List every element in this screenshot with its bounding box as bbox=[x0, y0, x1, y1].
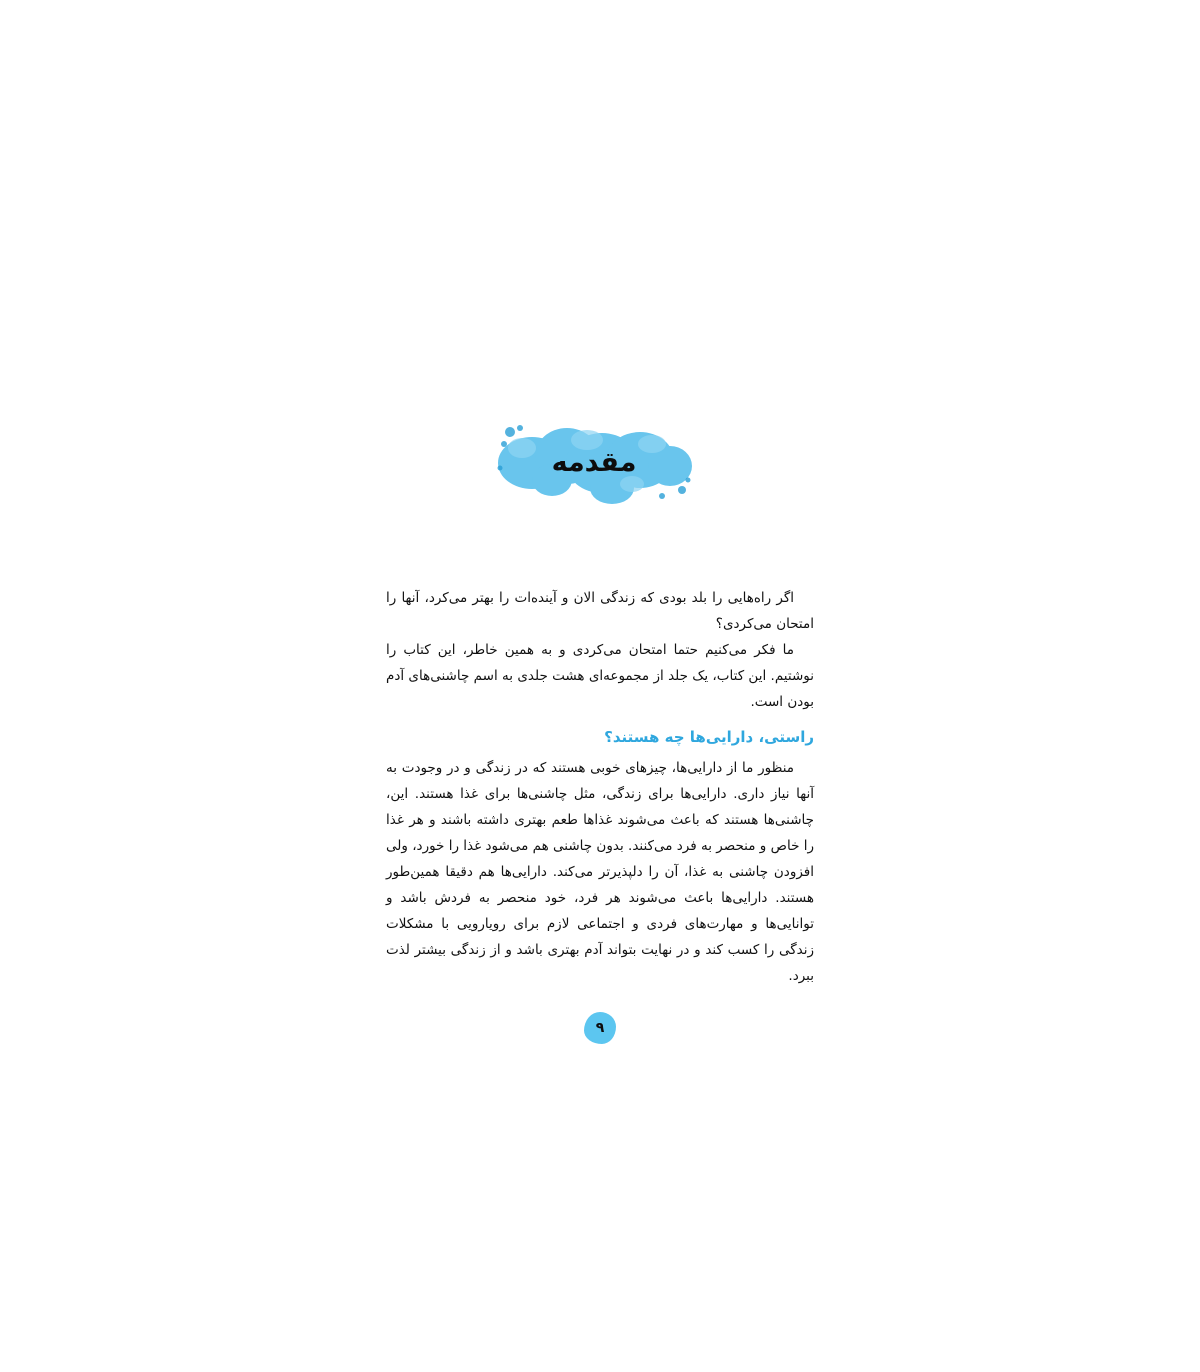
page-title: مقدمه bbox=[551, 447, 637, 478]
main-content bbox=[386, 585, 814, 989]
intro-paragraph-2: ما فکر می‌کنیم حتما امتحان می‌کردی و به همین خاطر، این کتاب را نوشتیم. این کتاب، یک جلد از مجموعه‌ای هشت جلدی به اسم چاشنی‌های آدم بودن است. bbox=[386, 642, 814, 710]
page-number: ۹ bbox=[595, 1020, 605, 1036]
title-watercolor-blob bbox=[492, 418, 696, 508]
intro-paragraph-1: اگر راه‌هایی را بلد بودی که زندگی الان و آینده‌ات را بهتر می‌کرد، آنها را امتحان می‌کردی؟ bbox=[386, 590, 814, 632]
page-number-badge bbox=[584, 1012, 616, 1044]
section-body: منظور ما از دارایی‌ها، چیزهای خوبی هستند که در زندگی و در وجودت به آنها نیاز داری. دارایی‌ها برای زندگی، مثل چاشنی‌ها برای غذا هستند. این، چاشنی‌ها هستند که باعث می‌شوند غذاها طعم بهتری داشته باشند و هر غذا را خاص و منحصر به فرد می‌کنند. بدون چاشنی هم می‌شود غذا را خورد، ولی افزودن چاشنی به غذا، آن را دلپذیرتر می‌کند. دارایی‌ها هم دقیقا همین‌طور هستند. دارایی‌ها باعث می‌شوند هر فرد، خود منحصر به فردش باشد و توانایی‌ها و مهارت‌های فردی و اجتماعی لازم برای رویارویی با مشکلات زندگی را کسب کند و در نهایت بتواند آدم بهتری باشد و از زندگی بیشتر لذت ببرد. bbox=[386, 760, 814, 984]
section-heading: راستی، دارایی‌ها چه هستند؟ bbox=[604, 728, 814, 746]
